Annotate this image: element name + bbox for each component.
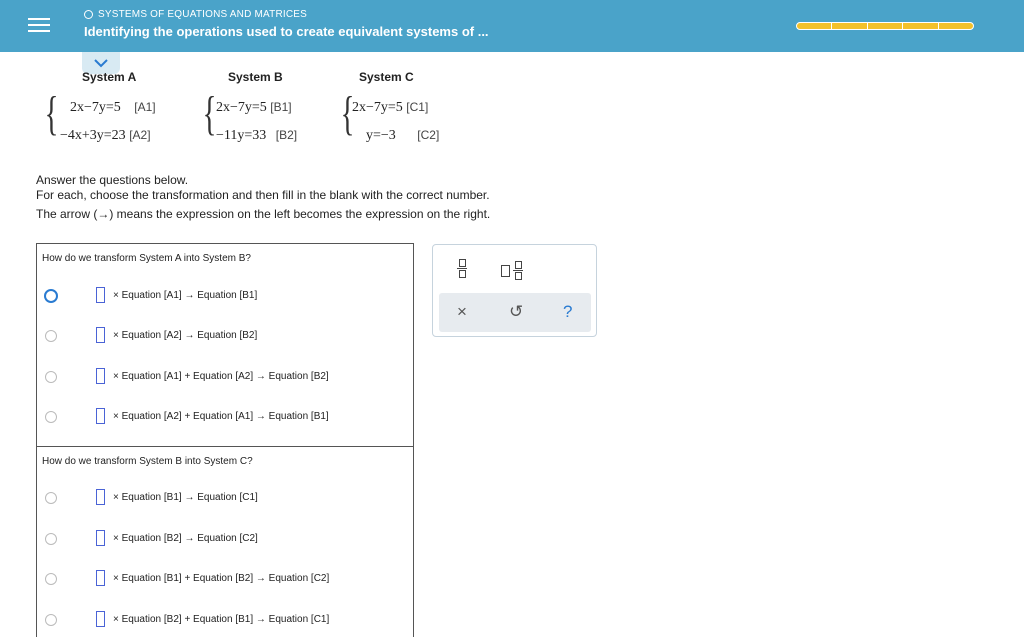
equation-b1: 2x−7y=5 [B1]: [216, 100, 292, 115]
q1-blank-4[interactable]: [96, 408, 105, 424]
q1-option-4: × Equation [A2] + Equation [A1] → Equation [B1]: [96, 408, 329, 424]
q1-radio-3[interactable]: [45, 371, 57, 383]
q1-blank-3[interactable]: [96, 368, 105, 384]
instruction-line-2: For each, choose the transformation and then fill in the blank with the correct number.: [36, 188, 490, 202]
q2-option-4: × Equation [B2] + Equation [B1] → Equation [C1]: [96, 611, 329, 627]
tool-action-bar: [439, 293, 591, 332]
q1-radio-1[interactable]: [44, 289, 58, 303]
q1-option-2: × Equation [A2] → Equation [B2]: [96, 327, 257, 343]
equation-c1: 2x−7y=5 [C1]: [352, 100, 429, 115]
q2-option-1: × Equation [B1] → Equation [C1]: [96, 489, 258, 505]
brace-c: {: [340, 87, 355, 140]
q2-blank-3[interactable]: [96, 570, 105, 586]
mixed-number-icon[interactable]: [501, 261, 523, 280]
circle-icon: [84, 10, 93, 19]
topic-title: Identifying the operations used to create equivalent systems of ...: [84, 24, 489, 39]
q1-blank-2[interactable]: [96, 327, 105, 343]
q2-radio-4[interactable]: [45, 614, 57, 626]
question-2-prompt: How do we transform System B into System C?: [42, 456, 253, 467]
system-a-title: System A: [82, 70, 137, 84]
system-c-title: System C: [359, 70, 414, 84]
q2-radio-1[interactable]: [45, 492, 57, 504]
chevron-down-icon: [94, 59, 108, 68]
q2-option-3: × Equation [B1] + Equation [B2] → Equation [C2]: [96, 570, 329, 586]
q2-blank-4[interactable]: [96, 611, 105, 627]
q1-radio-4[interactable]: [45, 411, 57, 423]
course-title[interactable]: [84, 9, 307, 20]
math-tool-panel: [432, 244, 597, 337]
equation-a2: −4x+3y=23 [A2]: [60, 128, 151, 143]
instruction-line-3: The arrow (→) means the expression on the left becomes the expression on the right.: [36, 207, 491, 221]
q1-option-1: × Equation [A1] → Equation [B1]: [96, 287, 257, 303]
q1-radio-2[interactable]: [45, 330, 57, 342]
system-b-title: System B: [228, 70, 283, 84]
equation-c2: y=−3 [C2]: [366, 128, 440, 143]
q1-option-3: × Equation [A1] + Equation [A2] → Equation [B2]: [96, 368, 329, 384]
menu-icon[interactable]: [28, 14, 50, 36]
brace-b: {: [202, 87, 217, 140]
equation-a1: 2x−7y=5 [A1]: [70, 100, 156, 115]
equation-b2: −11y=33 [B2]: [216, 128, 298, 143]
progress-bar: [796, 22, 974, 30]
help-icon[interactable]: ?: [563, 302, 573, 321]
q1-blank-1[interactable]: [96, 287, 105, 303]
question-1-prompt: How do we transform System A into System B?: [42, 253, 251, 264]
brace-a: {: [44, 87, 59, 140]
q2-option-2: × Equation [B2] → Equation [C2]: [96, 530, 258, 546]
q2-radio-2[interactable]: [45, 533, 57, 545]
course-label: SYSTEMS OF EQUATIONS AND MATRICES: [98, 9, 308, 20]
q2-blank-1[interactable]: [96, 489, 105, 505]
q2-blank-2[interactable]: [96, 530, 105, 546]
undo-icon[interactable]: ↺: [509, 302, 524, 321]
top-bar: [0, 0, 1024, 52]
fraction-icon[interactable]: [457, 259, 467, 278]
clear-icon[interactable]: ×: [457, 302, 467, 321]
q2-radio-3[interactable]: [45, 573, 57, 585]
instruction-line-1: Answer the questions below.: [36, 173, 189, 187]
